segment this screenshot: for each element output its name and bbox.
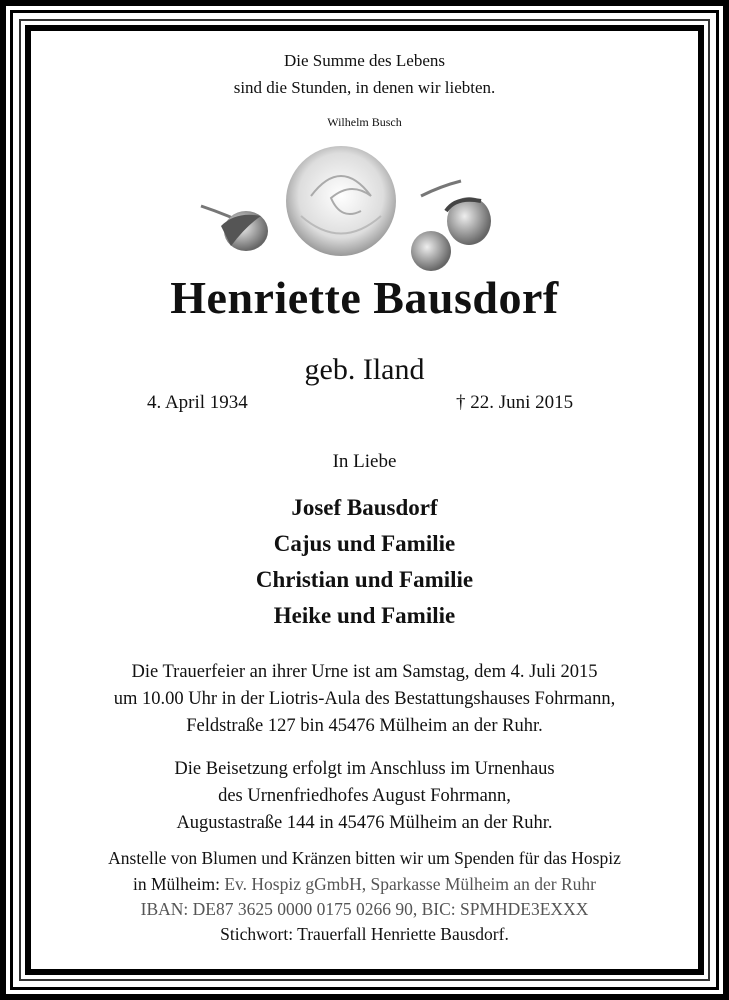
donation-keyword: Stichwort: Trauerfall Henriette Bausdorf. [220,924,509,944]
quote-author: Wilhelm Busch [327,115,402,129]
ceremony-line: um 10.00 Uhr in der Liotris-Aula des Bestattungshauses Fohrmann, [113,689,616,709]
quote-line: Die Summe des Lebens [284,51,445,70]
donation-bank: Ev. Hospiz gGmbH, Sparkasse Mülheim an der Ruhr [224,874,597,894]
ceremony-line: Die Trauerfeier an ihrer Urne ist am Samstag, dem 4. Juli 2015 [131,662,598,682]
in-love-label: In Liebe [332,451,397,472]
mourner: Heike und Familie [273,603,456,628]
deceased-name: Henriette Bausdorf [170,272,559,323]
bank-details: IBAN: DE87 3625 0000 0175 0266 90, BIC: SPMHDE3EXXX [140,899,589,919]
burial-line: Die Beisetzung erfolgt im Anschluss im Urnenhaus [174,759,555,779]
mourner: Josef Bausdorf [291,495,438,520]
donation-location: in Mülheim: [132,874,220,894]
ceremony-line: Feldstraße 127 bin 45476 Mülheim an der Ruhr. [186,716,543,736]
donation-line: Anstelle von Blumen und Kränzen bitten wir um Spenden für das Hospiz [108,848,621,868]
obituary [31,31,698,969]
mourner: Cajus und Familie [273,531,456,556]
rose-image [191,136,511,286]
donation-line [31,873,698,895]
mourner: Christian und Familie [255,567,474,592]
burial-line: Augustastraße 144 in 45476 Mülheim an der Ruhr. [176,813,553,833]
birth-name: geb. Iland [304,353,425,386]
death-date: † 22. Juni 2015 [456,392,574,413]
birth-date: 4. April 1934 [147,392,248,413]
burial-line: des Urnenfriedhofes August Fohrmann, [218,786,511,806]
quote-line: sind die Stunden, in denen wir liebten. [233,78,496,97]
